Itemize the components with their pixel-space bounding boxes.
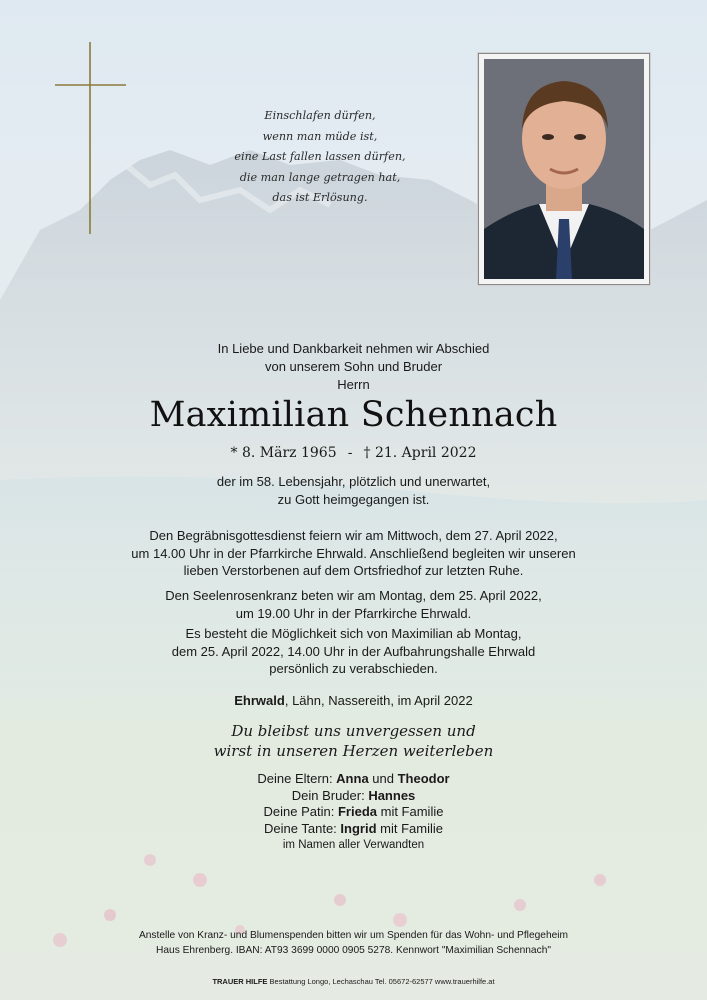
donation-note <box>0 928 707 958</box>
age-text <box>0 473 707 508</box>
godmother-suffix: mit Familie <box>377 804 444 819</box>
poem-line: Einschlafen dürfen, <box>264 109 376 122</box>
quote-line-2: wirst in unseren Herzen weiterleben <box>213 742 494 760</box>
funeral-line-1: Den Begräbnisgottesdienst feiern wir am Mittwoch, dem 27. April 2022, <box>149 528 558 543</box>
family-godmother <box>0 804 707 821</box>
poem-line: die man lange getragen hat, <box>239 170 401 184</box>
family-brother <box>0 788 707 805</box>
farewell-line-3: persönlich zu verabschieden. <box>269 661 438 677</box>
parent-name: Anna <box>336 771 369 786</box>
godmother-label: Deine Patin: <box>263 804 338 819</box>
portrait-image <box>484 59 644 279</box>
age-line-1: der im 58. Lebensjahr, plötzlich und unerwartet, <box>216 474 491 489</box>
aunt-suffix: mit Familie <box>376 820 443 836</box>
family-list <box>0 771 707 854</box>
parents-label: Deine Eltern: <box>257 771 337 786</box>
poem-line: eine Last fallen lassen dürfen, <box>234 150 406 164</box>
deceased-name: Maximilian Schennach <box>149 395 558 435</box>
family-aunt <box>0 821 707 838</box>
place-town: Ehrwald <box>234 693 285 708</box>
quote-line-1: Du bleibst uns unvergessen und <box>231 722 476 740</box>
family-relatives: im Namen aller Verwandten <box>282 839 425 851</box>
parent-name: Theodor <box>397 771 450 786</box>
donation-line-1: Anstelle von Kranz- und Blumenspenden bitten wir um Spenden für das Wohn- und Pflegeheim <box>138 930 569 941</box>
age-line-2: zu Gott heimgegangen ist. <box>277 491 430 507</box>
farewell-text <box>0 625 707 678</box>
farewell-line-2: dem 25. April 2022, 14.00 Uhr in der Aufbahrungshalle Ehrwald <box>171 643 536 659</box>
intro-line-3: Herrn <box>337 377 370 392</box>
footer-brand: TRAUER HILFE <box>212 977 268 986</box>
donation-line-2: Haus Ehrenberg. IBAN: AT93 3699 0000 0905 5278. Kennwort "Maximilian Schennach" <box>156 945 551 956</box>
portrait-photo <box>478 53 650 285</box>
place-date <box>0 692 707 710</box>
place-rest: , Lähn, Nassereith, im April 2022 <box>284 693 473 708</box>
cross-icon <box>0 0 130 240</box>
date-separator: - <box>347 445 353 461</box>
aunt-name: Ingrid <box>340 820 377 836</box>
family-parents <box>0 771 707 788</box>
rosary-line-1: Den Seelenrosenkranz beten wir am Montag, dem 25. April 2022, <box>165 588 542 603</box>
brother-name: Hannes <box>368 787 416 803</box>
farewell-line-1: Es besteht die Möglichkeit sich von Maximilian ab Montag, <box>185 626 522 641</box>
poem-line: das ist Erlösung. <box>272 191 368 205</box>
intro-line-2: von unserem Sohn und Bruder <box>264 359 443 374</box>
intro-line-1: In Liebe und Dankbarkeit nehmen wir Abschied <box>217 341 490 356</box>
rosary-line-2: um 19.00 Uhr in der Pfarrkirche Ehrwald. <box>235 605 472 621</box>
birth-date: * 8. März 1965 <box>230 445 337 461</box>
rosary-text <box>0 587 707 622</box>
and-text: und <box>368 771 398 786</box>
memorial-quote <box>0 721 707 761</box>
poem <box>200 106 440 209</box>
brother-label: Dein Bruder: <box>291 787 369 803</box>
death-date: † 21. April 2022 <box>363 445 477 461</box>
intro <box>0 340 707 394</box>
funeral-line-3: lieben Verstorbenen auf dem Ortsfriedhof zur letzten Ruhe. <box>183 563 524 579</box>
poem-line: wenn man müde ist, <box>262 129 378 143</box>
aunt-label: Deine Tante: <box>264 820 341 836</box>
godmother-name: Frieda <box>337 804 377 819</box>
funeral-text <box>0 527 707 580</box>
life-dates <box>0 443 707 463</box>
footer-text: Bestattung Longo, Lechaschau Tel. 05672-62577 www.trauerhilfe.at <box>267 977 495 986</box>
footer <box>0 977 707 987</box>
funeral-line-2: um 14.00 Uhr in der Pfarrkirche Ehrwald. Anschließend begleiten wir unseren <box>131 545 576 561</box>
